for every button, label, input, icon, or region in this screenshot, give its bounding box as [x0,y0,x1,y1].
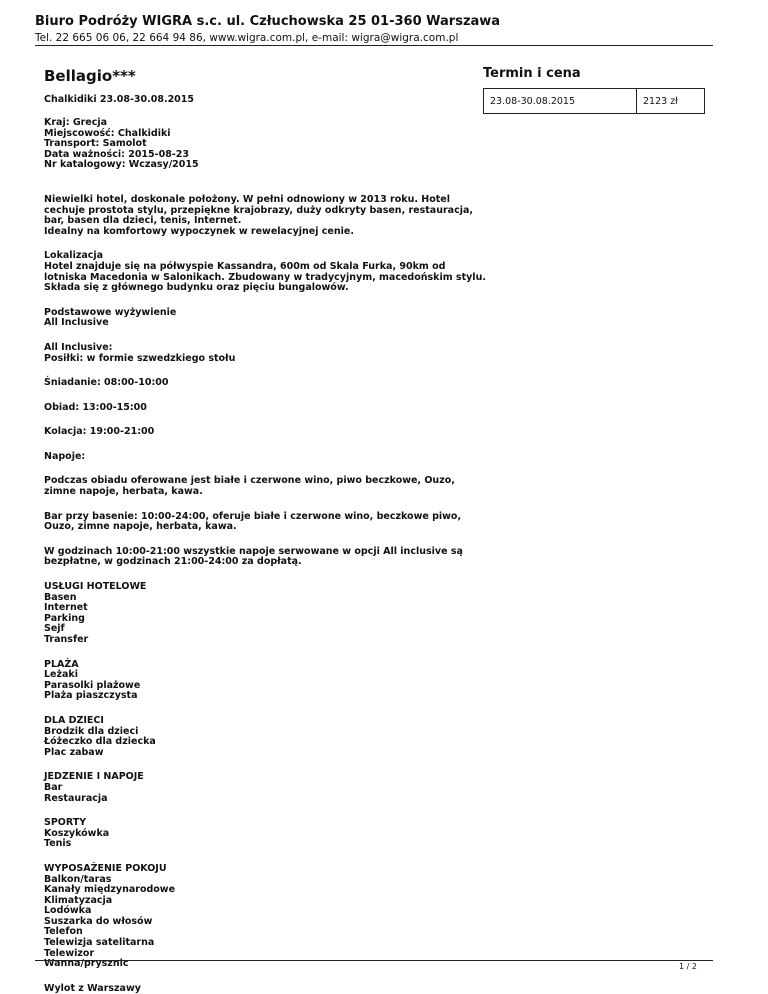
paragraph-line: Tenis [44,838,72,850]
paragraph-line: WYPOSAŻENIE POKOJU [44,862,167,874]
paragraph-line: All Inclusive: [44,341,113,353]
paragraph-line: Ouzo, zimne napoje, herbata, kawa. [44,521,237,533]
paragraph-line: zimne napoje, herbata, kawa. [44,486,203,498]
paragraph-line: Parasolki plażowe [44,679,141,691]
paragraph-line: Kolacja: 19:00-21:00 [44,426,155,438]
paragraph [44,582,474,646]
paragraph-line: Sejf [44,623,65,635]
paragraph [44,716,474,758]
paragraph-line: Telewizja satelitarna [44,937,155,949]
header-divider [35,45,713,46]
paragraph [44,772,474,804]
term-date: 23.08-30.08.2015 [484,89,637,114]
paragraph-line: Obiad: 13:00-15:00 [44,401,147,413]
price-row [484,89,705,114]
paragraph [44,378,474,389]
paragraph-line: Telewizor [44,947,95,959]
meta-line: Nr katalogowy: Wczasy/2015 [44,159,199,171]
paragraph-line: Śniadanie: 08:00-10:00 [44,377,169,389]
paragraph-line: W godzinach 10:00-21:00 wszystkie napoje serwowane w opcji All inclusive są [44,545,463,557]
meta-line: Miejscowość: Chalkidiki [44,127,171,139]
paragraph-line: Niewielki hotel, doskonale położony. W pełni odnowiony w 2013 roku. Hotel [44,193,450,205]
paragraph-line: Podczas obiadu oferowane jest białe i czerwone wino, piwo beczkowe, Ouzo, [44,475,455,487]
paragraph-line: Lokalizacja [44,250,104,262]
paragraph-line: Kanały międzynarodowe [44,884,176,896]
paragraph [44,403,474,414]
term-price: 2123 zł [637,89,705,114]
document-header [35,14,713,45]
paragraph-line: Restauracja [44,792,108,804]
paragraph-line: Lodówka [44,905,92,917]
paragraph-line: Parking [44,612,85,624]
page-number: 1 / 2 [679,962,697,971]
paragraph-line: Hotel znajduje się na półwyspie Kassandra, 600m od Skala Furka, 90km od [44,260,446,272]
price-panel [483,66,705,107]
agency-contact: Tel. 22 665 06 06, 22 664 94 86, www.wigra.com.pl, e-mail: wigra@wigra.com.pl [35,32,459,44]
offer-description [44,193,486,994]
paragraph-line: Składa się z głównego budynku oraz pięciu bungalowów. [44,282,349,294]
meta-line: Kraj: Grecja [44,117,108,128]
paragraph [44,864,474,970]
paragraph [44,452,474,463]
paragraph-line: USŁUGI HOTELOWE [44,581,147,593]
paragraph-line: bezpłatne, w godzinach 21:00-24:00 za dopłatą. [44,556,302,568]
paragraph-line: Suszarka do włosów [44,915,153,927]
paragraph-line: Bar przy basenie: 10:00-24:00, oferuje białe i czerwone wino, beczkowe piwo, [44,510,462,522]
meta-line: Data ważności: 2015-08-23 [44,148,189,160]
paragraph-line: JEDZENIE I NAPOJE [44,771,144,783]
offer-body [44,66,486,994]
meta-line: Transport: Samolot [44,138,147,150]
paragraph-line: DLA DZIECI [44,714,104,726]
paragraph [44,427,474,438]
paragraph-line: Napoje: [44,450,86,462]
paragraph [44,818,474,850]
footer-divider [35,960,713,961]
paragraph-line: Plaża piaszczysta [44,690,138,702]
paragraph-line: Bar [44,781,63,793]
paragraph-line: Balkon/taras [44,873,112,885]
hotel-name: Bellagio*** [44,67,136,85]
paragraph-line: Wanna/prysznic [44,958,129,970]
paragraph-line: All Inclusive [44,317,109,329]
paragraph-line: Klimatyzacja [44,894,113,906]
paragraph [44,308,474,329]
paragraph-line: Leżaki [44,669,79,681]
paragraph-line: Basen [44,591,77,603]
paragraph-line: cechuje prostota stylu, przepiękne krajobrazy, duży odkryty basen, restauracja, [44,204,473,216]
paragraph [44,512,474,533]
price-table [483,88,705,114]
paragraph [44,195,474,237]
paragraph-line: PLAŻA [44,658,79,670]
paragraph-line: lotniska Macedonia w Salonikach. Zbudowany w tradycyjnym, macedońskim stylu. [44,271,486,283]
paragraph-line: bar, basen dla dzieci, tenis, Internet. [44,215,242,227]
paragraph-line: Podstawowe wyżywienie [44,306,177,318]
paragraph-line: Łóżeczko dla dziecka [44,736,156,748]
paragraph-line: Plac zabaw [44,746,104,758]
paragraph-line: Telefon [44,926,83,938]
paragraph-line: Posiłki: w formie szwedzkiego stołu [44,352,236,364]
paragraph [44,343,474,364]
paragraph-line: Transfer [44,634,89,645]
paragraph-line: Internet [44,602,88,614]
price-heading: Termin i cena [483,66,581,81]
paragraph-line: Idealny na komfortowy wypoczynek w rewelacyjnej cenie. [44,225,354,237]
paragraph [44,984,474,994]
paragraph-line: Brodzik dla dzieci [44,725,139,737]
offer-meta [44,118,474,171]
trip-title: Chalkidiki 23.08-30.08.2015 [44,94,195,105]
paragraph [44,547,474,568]
agency-title: Biuro Podróży WIGRA s.c. ul. Człuchowska 25 01-360 Warszawa [35,14,501,29]
paragraph-line: Wylot z Warszawy [44,982,141,994]
paragraph [44,476,474,497]
paragraph [44,660,474,702]
paragraph [44,250,486,294]
paragraph-line: Koszykówka [44,827,110,839]
paragraph-line: SPORTY [44,817,87,829]
